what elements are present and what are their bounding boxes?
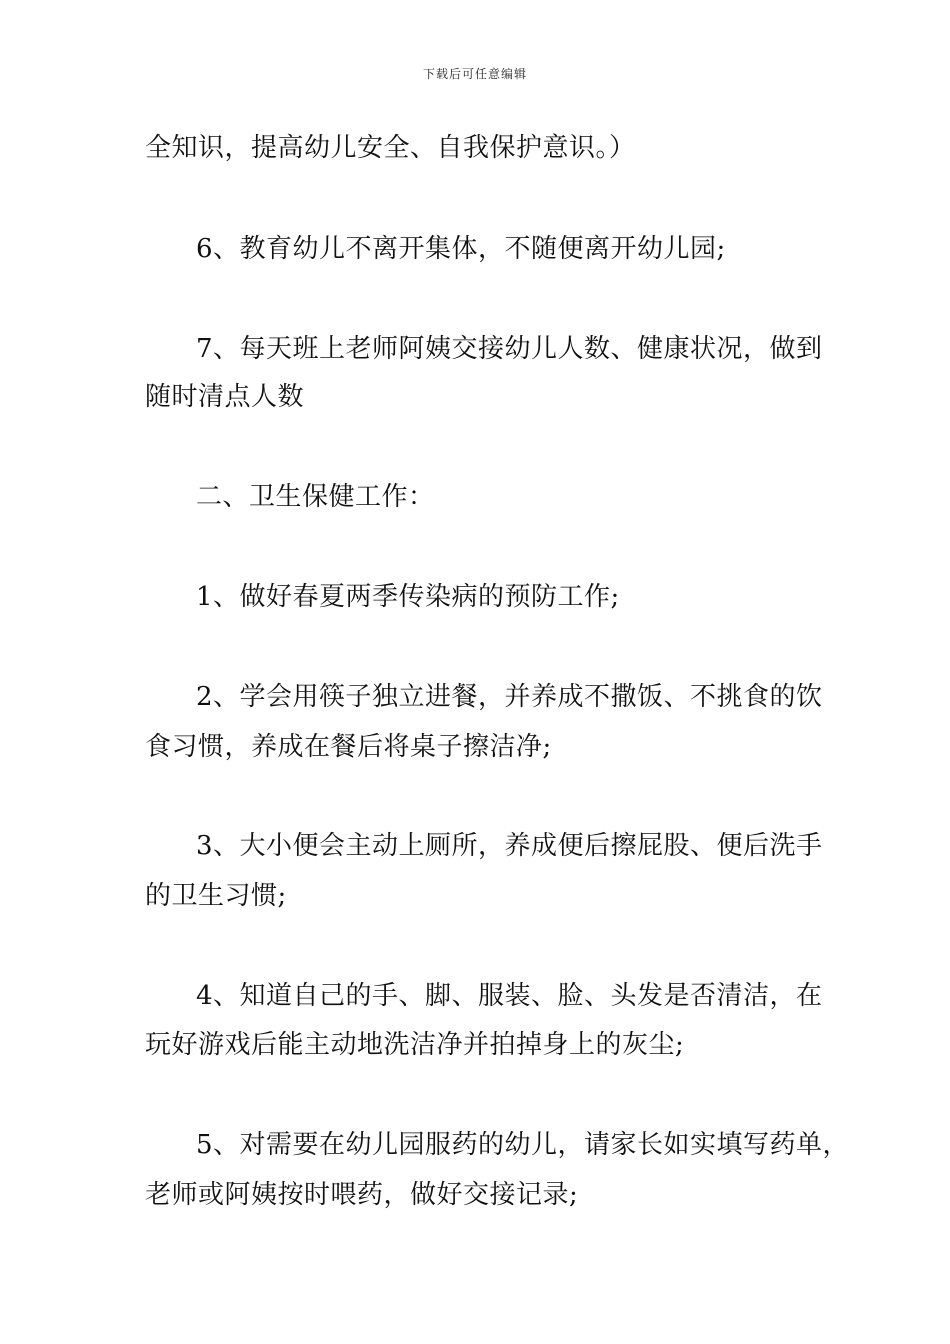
list-item-hygiene-2-cont: 食习惯，养成在餐后将桌子擦洁净; <box>145 732 552 762</box>
list-item-safety-6: 6、教育幼儿不离开集体，不随便离开幼儿园; <box>196 234 726 264</box>
section-heading-hygiene: 二、卫生保健工作： <box>196 482 435 512</box>
paragraph-line: 全知识，提高幼儿安全、自我保护意识。） <box>145 133 636 163</box>
list-item-hygiene-5: 5、对需要在幼儿园服药的幼儿，请家长如实填写药单， <box>196 1130 850 1160</box>
list-item-safety-7-cont: 随时清点人数 <box>145 382 305 412</box>
list-item-hygiene-1: 1、做好春夏两季传染病的预防工作; <box>196 582 620 612</box>
list-item-hygiene-4-cont: 玩好游戏后能主动地洗洁净并拍掉身上的灰尘; <box>145 1030 685 1060</box>
list-item-hygiene-2: 2、学会用筷子独立进餐，并养成不撒饭、不挑食的饮 <box>196 682 823 712</box>
list-item-hygiene-4: 4、知道自己的手、脚、服装、脸、头发是否清洁，在 <box>196 981 823 1011</box>
list-item-hygiene-3: 3、大小便会主动上厕所，养成便后擦屁股、便后洗手 <box>196 831 823 861</box>
page-header-note: 下载后可任意编辑 <box>422 67 527 81</box>
list-item-hygiene-3-cont: 的卫生习惯; <box>145 881 287 911</box>
list-item-safety-7: 7、每天班上老师阿姨交接幼儿人数、健康状况，做到 <box>196 334 823 364</box>
list-item-hygiene-5-cont: 老师或阿姨按时喂药，做好交接记录; <box>145 1180 579 1210</box>
